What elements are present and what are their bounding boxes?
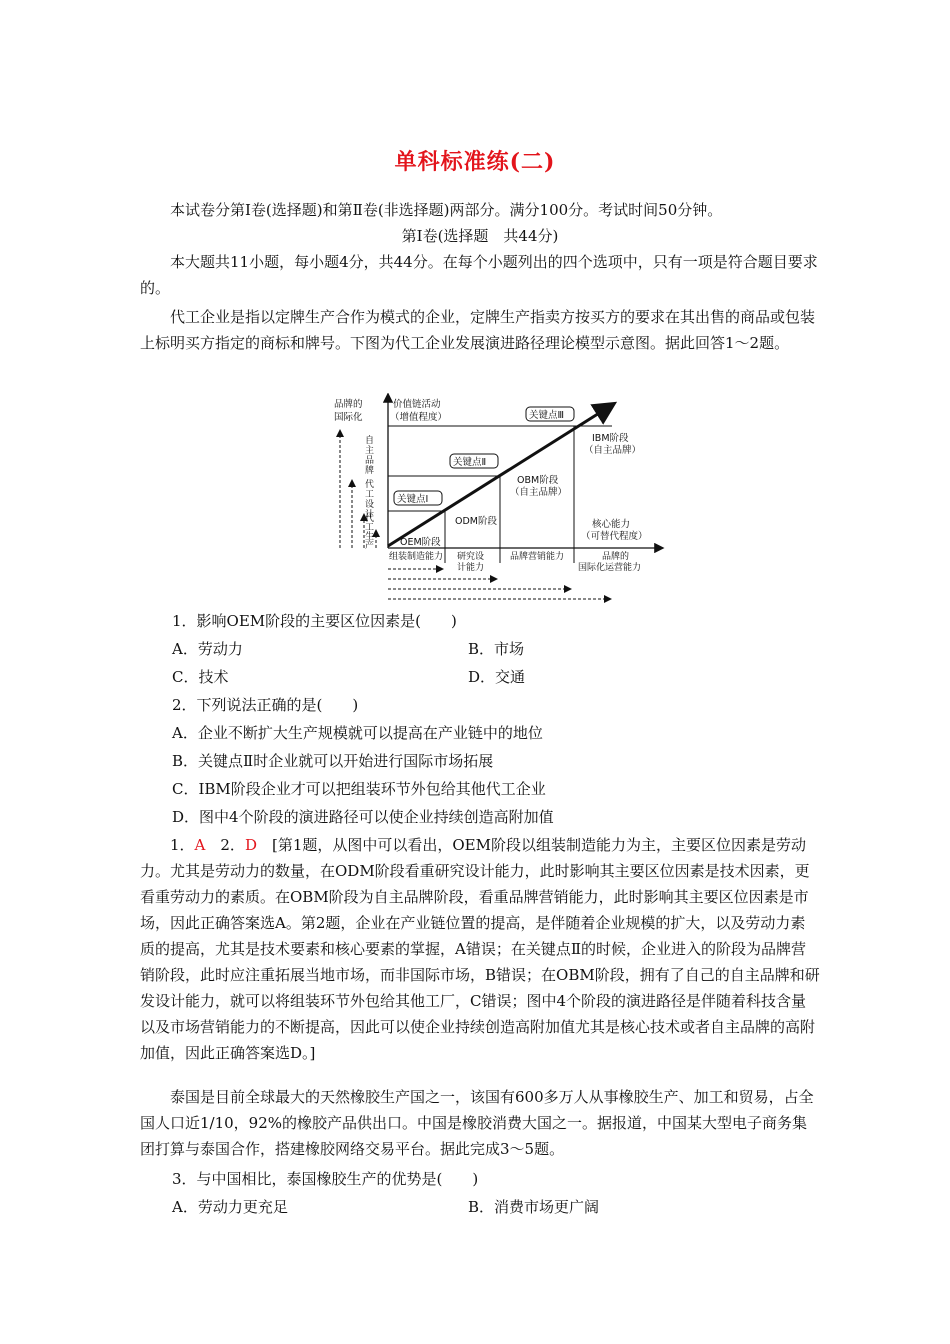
vlabel-design: 代工设计 [363, 479, 373, 519]
oem-evolution-diagram [330, 393, 670, 605]
key-point-1: 关键点Ⅰ [397, 494, 429, 505]
core-label-2: （可替代程度） [581, 531, 648, 542]
answer-2: D [244, 836, 257, 854]
stage-ibm-2: （自主品牌） [584, 445, 642, 456]
y-top-label-1: 品牌的 [334, 399, 363, 410]
question-3-option-a: A．劳动力更充足 [172, 1198, 288, 1216]
stage-obm-1: OBM阶段 [517, 475, 559, 486]
y-top-label-2: 国际化 [334, 412, 363, 423]
x-label-4a: 品牌的 [602, 552, 630, 562]
key-point-2: 关键点Ⅱ [453, 457, 487, 468]
page-title: 单科标准练(二) [394, 149, 556, 175]
vlabel-brand: 自主品牌 [363, 435, 373, 475]
key-point-3: 关键点Ⅲ [529, 410, 565, 421]
stage-odm: ODM阶段 [455, 516, 497, 527]
answer-1: A [194, 836, 206, 854]
x-label-1: 组装制造能力 [389, 552, 444, 562]
stage-oem: OEM阶段 [400, 537, 441, 548]
question-2-option-c: C．IBM阶段企业才可以把组装环节外包给其他代工企业 [172, 780, 546, 798]
passage-2: 泰国是目前全球最大的天然橡胶生产国之一，该国有600多万人从事橡胶生产、加工和贸易，占全国人口近1/10，92%的橡胶产品供出口。中国是橡胶消费大国之一。据报道，中国某大型电子商务集团打算与泰国合作，搭建橡胶网络交易平台。据此完成3～5题。 [140, 1088, 814, 1158]
question-2-stem: 2．下列说法正确的是( ) [172, 696, 359, 714]
stage-obm-2: （自主品牌） [510, 487, 568, 498]
section-title: 第Ⅰ卷(选择题 共44分) [401, 227, 559, 245]
question-1-option-c: C．技术 [172, 668, 229, 686]
passage-1: 代工企业是指以定牌生产合作为模式的企业，定牌生产指卖方按买方的要求在其出售的商品或包装上标明买方指定的商标和牌号。下图为代工企业发展演进路径理论模型示意图。据此回答1～2题。 [140, 308, 816, 352]
x-label-3: 品牌营销能力 [510, 552, 565, 562]
exam-intro: 本试卷分第Ⅰ卷(选择题)和第Ⅱ卷(非选择题)两部分。满分100分。考试时间50分钟。 [170, 201, 723, 219]
question-1-stem: 1．影响OEM阶段的主要区位因素是( ) [172, 612, 457, 630]
question-1-option-d: D．交通 [468, 668, 526, 686]
core-label-1: 核心能力 [592, 519, 631, 530]
answer-explanation [140, 832, 820, 1066]
question-1-option-a: A．劳动力 [172, 640, 243, 658]
vlabel-production: 代工生产 [363, 513, 373, 549]
question-1-option-b: B．市场 [468, 640, 525, 658]
y-axis-title-2: （增值程度） [390, 412, 448, 423]
stage-ibm-1: IBM阶段 [592, 433, 629, 444]
question-2-option-b: B．关键点Ⅱ时企业就可以开始进行国际市场拓展 [172, 752, 494, 770]
x-label-2a: 研究设 [457, 552, 485, 562]
instructions: 本大题共11小题，每小题4分，共44分。在每个小题列出的四个选项中，只有一项是符合题目要求的。 [140, 253, 818, 297]
x-label-2b: 计能力 [457, 563, 485, 573]
question-2-option-d: D．图中4个阶段的演进路径可以使企业持续创造高附加值 [172, 808, 554, 826]
question-3-option-b: B．消费市场更广阔 [468, 1198, 600, 1216]
explanation-text: [第1题，从图中可以看出，OEM阶段以组装制造能力为主，主要区位因素是劳动力。尤其是劳动力的数量，在ODM阶段看重研究设计能力，此时影响其主要区位因素是技术因素，更看重劳动力的素质。在OBM阶段为自主品牌阶段，看重品牌营销能力，此时影响其主要区位因素是市场，因此正确答案选A。第2题，企业在产业链位置的提高，是伴随着企业规模的扩大，以及劳动力素质的提高，尤其是技术要素和核心要素的掌握，A错误；在关键点Ⅱ的时候，企业进入的阶段为品牌营销阶段，此时应注重拓展当地市场，而非国际市场，B错误；在OBM阶段，拥有了自己的自主品牌和研发设计能力，就可以将组装环节外包给其他工厂，C错误；图中4个阶段的演进路径是伴随着科技含量以及市场营销能力的不断提高，因此可以使企业持续创造高附加值尤其是核心技术或者自主品牌的高附加值，因此正确答案选D。] [140, 836, 820, 1062]
answer-number-2: 2． [205, 836, 245, 854]
question-3-stem: 3．与中国相比，泰国橡胶生产的优势是( ) [172, 1170, 479, 1188]
question-2-option-a: A．企业不断扩大生产规模就可以提高在产业链中的地位 [172, 724, 543, 742]
y-axis-title-1: 价值链活动 [393, 399, 441, 410]
answer-number-1: 1． [170, 836, 195, 854]
x-label-4b: 国际化运营能力 [578, 563, 642, 573]
